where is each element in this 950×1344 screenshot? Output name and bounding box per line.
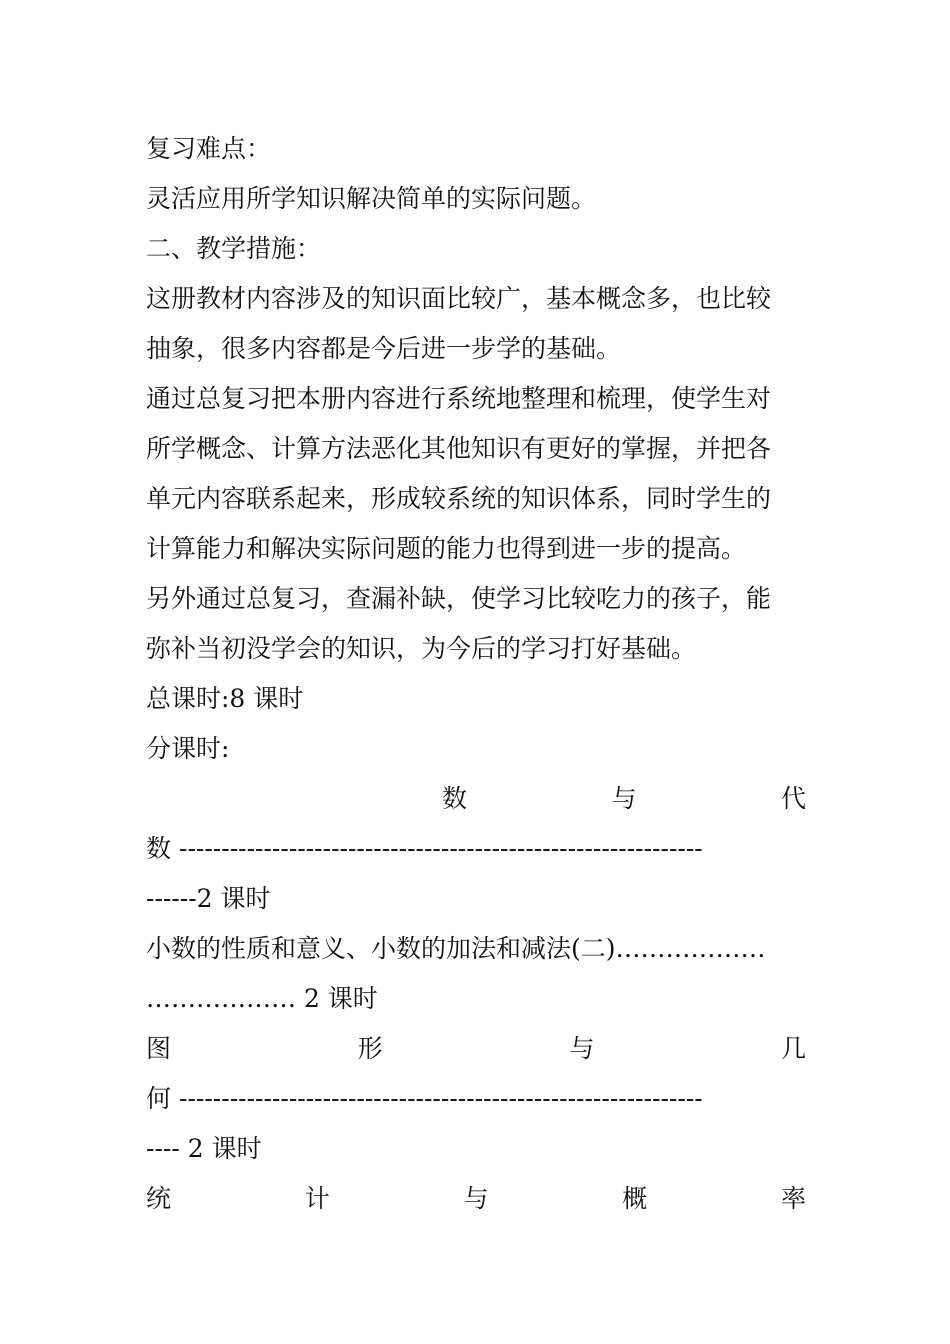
stats-char-2: 计 bbox=[304, 1184, 330, 1213]
geometry-dashes: -------------------------------------------------------------- bbox=[179, 1084, 703, 1113]
algebra-char-2: 与 bbox=[611, 784, 637, 813]
measures-heading: 二、教学措施： bbox=[146, 234, 322, 263]
paragraph-1-line-1: 这册教材内容涉及的知识面比较广，基本概念多，也比较 bbox=[146, 284, 772, 313]
paragraph-3-line-2: 弥补当初没学会的知识，为今后的学习打好基础。 bbox=[146, 634, 697, 663]
geometry-char-1: 图 bbox=[146, 1034, 172, 1063]
algebra-last-char: 数 bbox=[146, 834, 172, 863]
geometry-char-3: 与 bbox=[569, 1034, 595, 1063]
algebra-char-1: 数 bbox=[442, 784, 468, 813]
geometry-char-4: 几 bbox=[780, 1034, 806, 1063]
difficulty-heading: 复习难点： bbox=[146, 134, 272, 163]
geometry-dash-line bbox=[146, 1074, 806, 1124]
geometry-title-line bbox=[146, 1024, 806, 1074]
paragraph-2-line-1: 通过总复习把本册内容进行系统地整理和梳理，使学生对 bbox=[146, 384, 772, 413]
sub-hours: 分课时: bbox=[146, 734, 230, 763]
total-hours: 总课时:8 课时 bbox=[146, 684, 304, 713]
geometry-char-2: 形 bbox=[357, 1034, 383, 1063]
algebra-hours: ------2 课时 bbox=[146, 884, 271, 913]
algebra-dashes: -------------------------------------------------------------- bbox=[179, 834, 703, 863]
decimal-line-2: ……………… 2 课时 bbox=[146, 984, 378, 1013]
stats-char-5: 率 bbox=[780, 1184, 806, 1213]
stats-char-3: 与 bbox=[463, 1184, 489, 1213]
paragraph-3-line-1: 另外通过总复习，查漏补缺，使学习比较吃力的孩子，能 bbox=[146, 584, 772, 613]
stats-char-1: 统 bbox=[146, 1184, 172, 1213]
algebra-dash-line bbox=[146, 824, 806, 874]
paragraph-1-line-2: 抽象，很多内容都是今后进一步学的基础。 bbox=[146, 334, 622, 363]
stats-char-4: 概 bbox=[622, 1184, 648, 1213]
difficulty-text: 灵活应用所学知识解决简单的实际问题。 bbox=[146, 184, 597, 213]
geometry-last-char: 何 bbox=[146, 1084, 172, 1113]
paragraph-2-line-4: 计算能力和解决实际问题的能力也得到进一步的提高。 bbox=[146, 534, 747, 563]
document-page bbox=[146, 124, 806, 1224]
geometry-hours: ---- 2 课时 bbox=[146, 1134, 262, 1163]
stats-title-line bbox=[146, 1174, 806, 1224]
paragraph-2-line-2: 所学概念、计算方法恶化其他知识有更好的掌握，并把各 bbox=[146, 434, 772, 463]
algebra-char-3: 代 bbox=[780, 784, 806, 813]
algebra-title-line bbox=[146, 774, 806, 824]
decimal-line-1: 小数的性质和意义、小数的加法和减法(二)……………… bbox=[146, 934, 766, 963]
paragraph-2-line-3: 单元内容联系起来，形成较系统的知识体系，同时学生的 bbox=[146, 484, 772, 513]
